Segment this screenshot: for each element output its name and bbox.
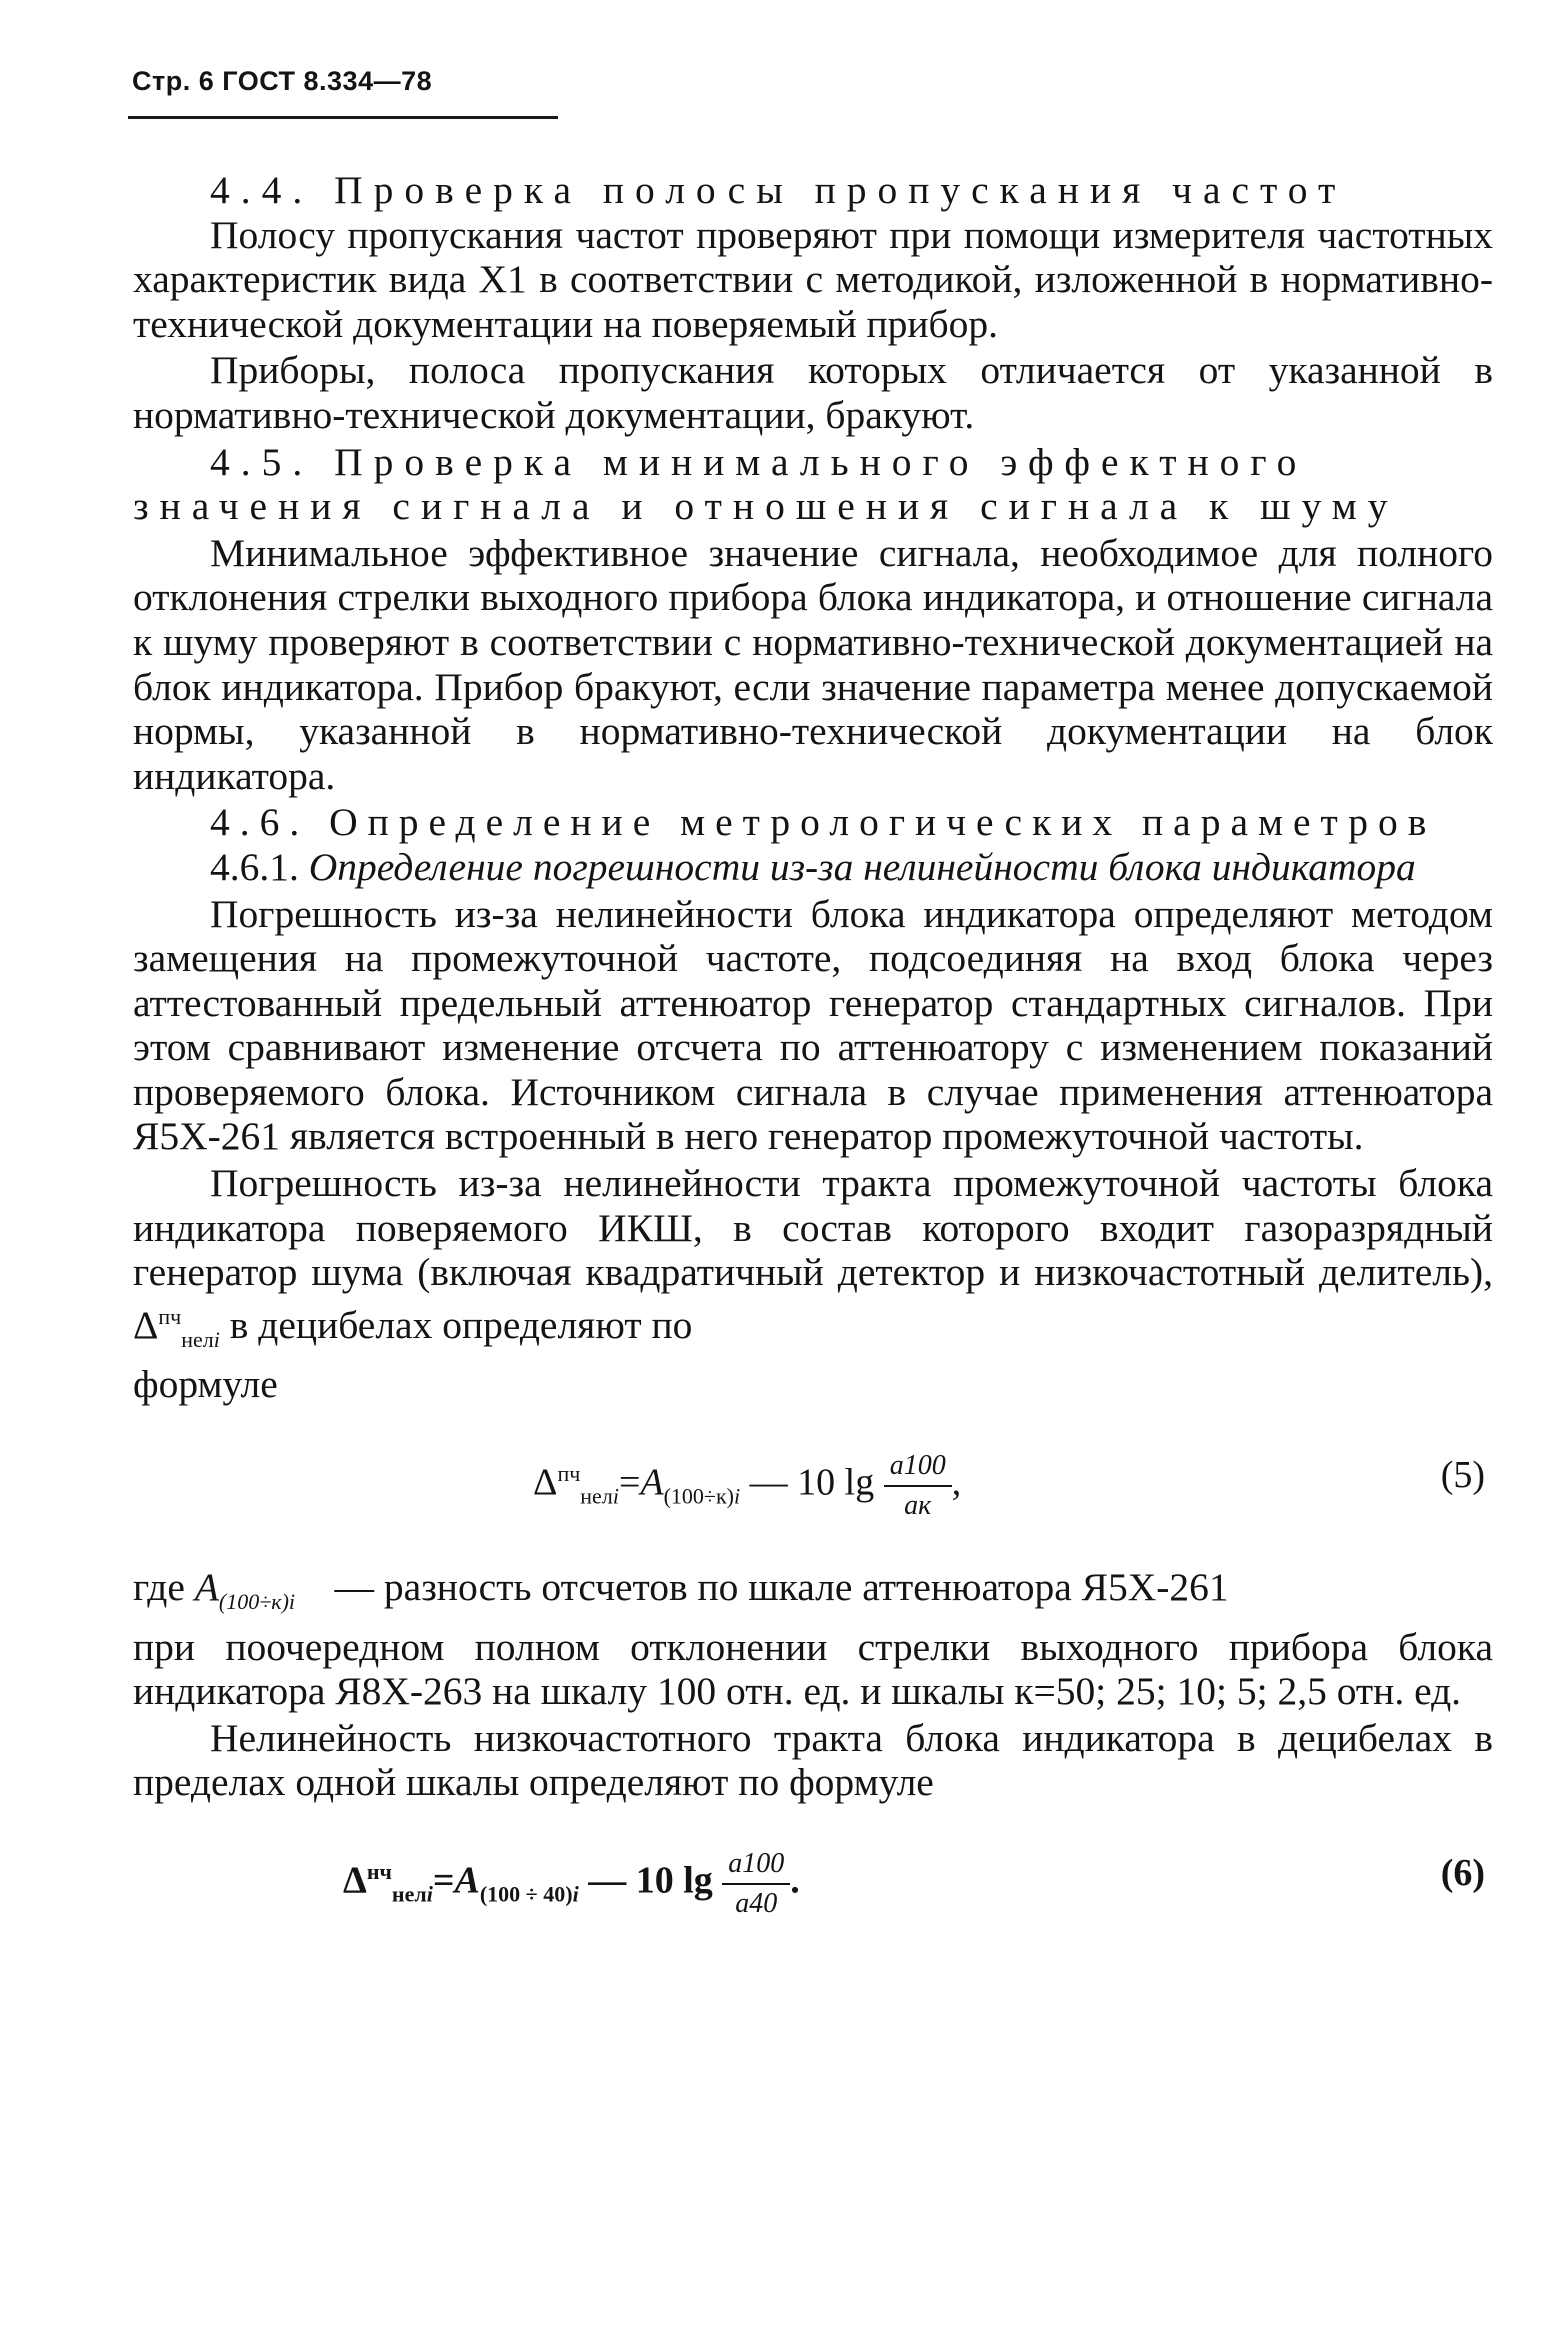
section-4-4-paragraph-2: Приборы, полоса пропускания которых отличается от указанной в нормативно-технической документации, бракуют. xyxy=(133,348,1493,437)
page-number: Стр. 6 xyxy=(132,66,215,96)
where-symbol: $A_{(100\div к)i}$ xyxy=(194,1565,296,1614)
section-4-6-1-heading xyxy=(133,845,1493,890)
section-4-6-title: 4.6. Определение метрологических параметров xyxy=(210,800,1437,845)
formula-5-expression: $\Delta^{пч}_{нелi}=A_{(100\div к)i}$ — 10 lg $\frac{a100}{aк}$ , xyxy=(533,1447,961,1525)
standard-code: ГОСТ 8.334—78 xyxy=(222,66,433,96)
section-4-5-paragraph-1: Минимальное эффективное значение сигнала, необходимое для полного отклонения стрелки выходного прибора блока индикатора, и отношение сигнала к шуму проверяют в соответствии с нормативно-технической документацией на блок индикатора. Прибор бракуют, если значение параметра менее допускаемой нормы, указанной в нормативно-технической документации на блок индикатора. xyxy=(133,530,1493,798)
formula-5 xyxy=(133,1447,1493,1565)
formula-6-expression: $\Delta^{нч}_{нелi}=A_{(100 \div 40)i}$ — 10 lg $\frac{a100}{a40}$ . xyxy=(343,1845,800,1923)
header-rule xyxy=(128,116,558,119)
paragraph-2-tail: формуле xyxy=(133,1362,278,1407)
formula-6 xyxy=(133,1845,1493,1963)
paragraph-2-text: Погрешность из-за нелинейности тракта промежуточной частоты блока индикатора поверяемого ИКШ, в состав которого входит газоразрядный генератор шума (включая квадратичный детектор и низкочастотный делитель), xyxy=(133,1161,1493,1295)
document-body xyxy=(133,168,1493,1963)
section-4-6-1-paragraph-1: Погрешность из-за нелинейности блока индикатора определяют методом замещения на промежуточной частоте, подсоединяя на вход блока через аттестованный предельный аттенюатор генератор стандартных сигналов. При этом сравнивают изменение отсчета по аттенюатору с изменением показаний проверяемого блока. Источником сигнала в случае применения аттенюатора Я5Х-261 является встроенный в него генератор промежуточной частоты. xyxy=(133,891,1493,1159)
low-frequency-paragraph: Нелинейность низкочастотного тракта блока индикатора в децибелах в пределах одной шкалы определяют по формуле xyxy=(133,1715,1493,1805)
paragraph-2-end: в децибелах определяют по xyxy=(229,1303,693,1347)
section-4-4-title: 4.4. Проверка полосы пропускания частот xyxy=(210,168,1347,212)
where-word: где xyxy=(133,1565,185,1610)
formula-5-number: (5) xyxy=(1440,1454,1485,1497)
formula-6-number: (6) xyxy=(1440,1851,1485,1894)
where-definition xyxy=(133,1565,1493,1624)
section-4-5-title: 4.5. Проверка минимального эффектного значения сигнала и отношения сигнала к шуму xyxy=(133,439,1399,529)
inline-delta-symbol: $\Delta^{пч}_{нелi}$ xyxy=(133,1303,220,1352)
where-continuation: при поочередном полном отклонении стрелки выходного прибора блока индикатора Я8Х-263 на шкалу 100 отн. ед. и шкалы к=50; 25; 10; 5; 2,5 отн. ед. xyxy=(133,1624,1493,1714)
section-4-6-1-title: Определение погрешности из-за нелинейности блока индикатора xyxy=(308,844,1416,889)
section-4-6-1-paragraph-2 xyxy=(133,1161,1493,1362)
section-4-6-1-number: 4.6.1. xyxy=(210,844,299,889)
section-4-4-paragraph-1: Полосу пропускания частот проверяют при помощи измерителя частотных характеристик вида X1 в соответствии с методикой, изложенной в нормативно-технической документации на поверяемый прибор. xyxy=(133,212,1493,346)
page-header xyxy=(132,66,432,97)
where-text: — разность отсчетов по шкале аттенюатора Я5Х-261 xyxy=(334,1565,1229,1610)
